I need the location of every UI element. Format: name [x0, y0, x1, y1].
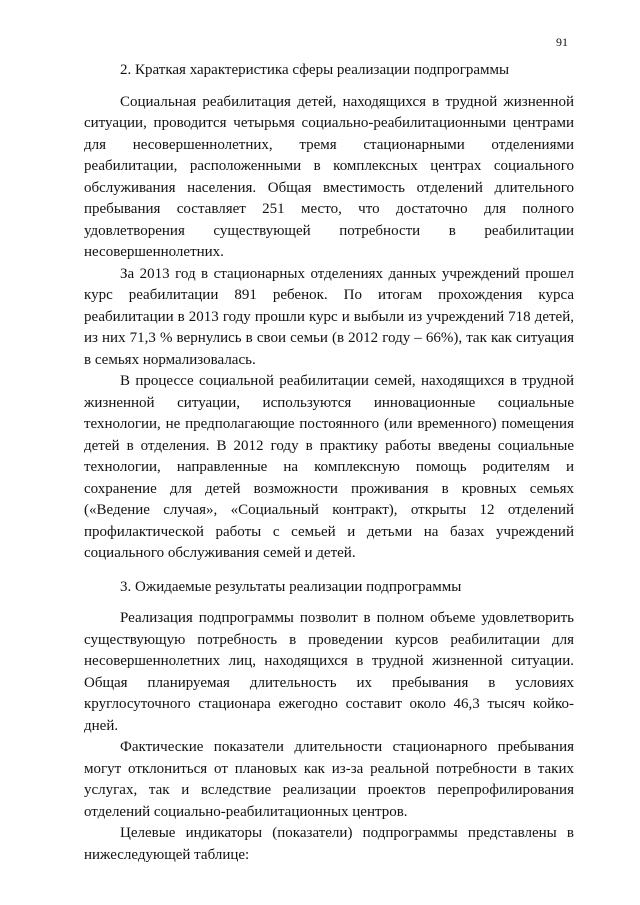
- paragraph: Целевые индикаторы (показатели) подпрограммы представлены в нижеследующей таблице:: [84, 825, 574, 863]
- section-heading: 3. Ожидаемые результаты реализации подпрограммы: [120, 578, 462, 595]
- paragraph: Реализация подпрограммы позволит в полном объеме удовлетворить существующую потребность в проведении курсов реабилитации для несовершеннолетних лиц, находящихся в трудной жизненной ситуации. Общая планируемая длительность их пребывания в условиях круглосуточного стационара ежегодно составит около 46,3 тысяч койко-дней.: [84, 610, 574, 734]
- paragraph: В процессе социальной реабилитации семей, находящихся в трудной жизненной ситуации, используются инновационные социальные технологии, не предполагающие постоянного (или временного) помещения детей в отделения. В 2012 году в практику работы введены социальные технологии, направленные на комплексную помощь родителям и сохранение для детей возможности проживания в кровных семьях («Ведение случая», «Социальный контракт), открыты 12 отделений профилактической работы с семьей и детьми на базах учреждений социального обслуживания семей и детей.: [84, 373, 574, 561]
- page-content: [84, 60, 574, 866]
- section-heading: 2. Краткая характеристика сферы реализации подпрограммы: [120, 62, 510, 78]
- page-number: 91: [556, 35, 568, 49]
- paragraph: За 2013 год в стационарных отделениях данных учреждений прошел курс реабилитации 891 ребенок. По итогам прохождения курса реабилитации в 2013 году прошли курс и выбыли из учреждений 718 детей, из них 71,3 % вернулись в свои семьи (в 2012 году – 66%), так как ситуация в семьях нормализовалась.: [84, 265, 574, 368]
- section-expected-results: [84, 577, 574, 867]
- paragraph: Социальная реабилитация детей, находящихся в трудной жизненной ситуации, проводится четырьмя социально-реабилитационными центрами для несовершеннолетних, тремя стационарными отделениями реабилитации, расположенными в комплексных центрах социального обслуживания населения. Общая вместимость отделений длительного пребывания составляет 251 место, что достаточно для полного удовлетворения существующей потребности в реабилитации несовершеннолетних.: [84, 93, 574, 260]
- paragraph: Фактические показатели длительности стационарного пребывания могут отклониться от плановых как из-за реальной потребности в таких услугах, так и вследствие реализации проектов перепрофилирования отделений социально-реабилитационных центров.: [84, 739, 574, 820]
- section-brief-characteristics: [84, 60, 574, 565]
